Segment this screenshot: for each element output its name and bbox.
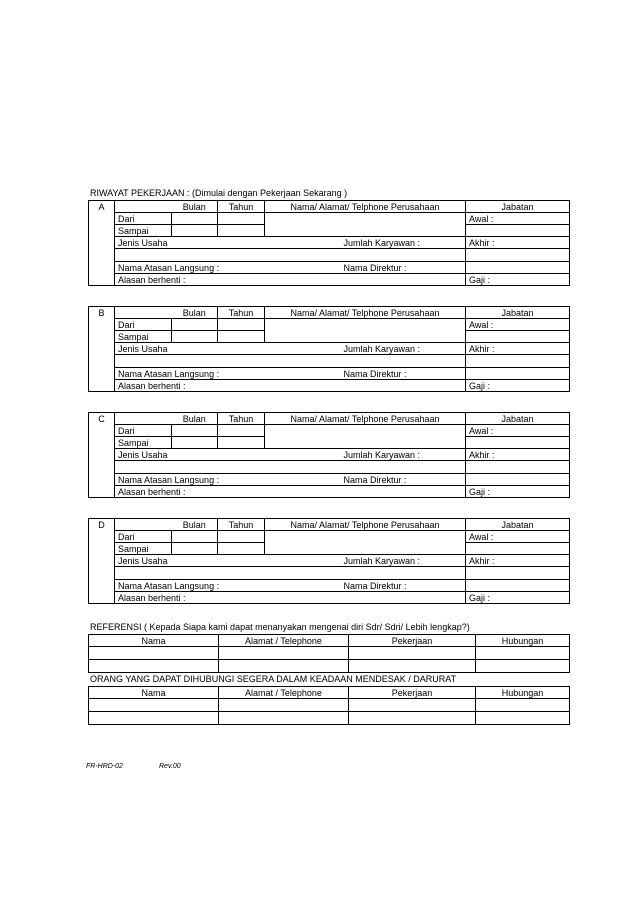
letter-column (89, 237, 115, 249)
label-akhir: Akhir : (466, 343, 570, 355)
row-dari (89, 213, 570, 225)
references-cell[interactable] (219, 647, 349, 660)
header-jabatan: Jabatan (466, 519, 570, 531)
emergency-header-row (89, 687, 570, 699)
emergency-cell[interactable] (219, 699, 349, 712)
awal-value-cell[interactable] (466, 331, 570, 343)
sampai-bulan-cell[interactable] (172, 331, 218, 343)
row-atasan (89, 262, 570, 274)
label-gaji: Gaji : (466, 380, 570, 392)
block-letter: C (89, 413, 115, 425)
header-jabatan: Jabatan (466, 307, 570, 319)
akhir-value-cell[interactable] (466, 461, 570, 474)
company-cell[interactable] (265, 319, 466, 331)
block-header-row (89, 201, 570, 213)
label-direktur: Nama Direktur : (341, 474, 466, 486)
label-awal: Awal : (466, 319, 570, 331)
label-awal: Awal : (466, 425, 570, 437)
atasan-value-cell[interactable] (466, 368, 570, 380)
emergency-title: ORANG YANG DAPAT DIHUBUNGI SEGERA DALAM KEADAAN MENDESAK / DARURAT (90, 674, 457, 684)
block-letter: D (89, 519, 115, 531)
header-tahun: Tahun (218, 307, 265, 319)
emergency-header-pekerjaan: Pekerjaan (349, 687, 476, 699)
work-history-block (88, 306, 570, 392)
block-header-row (89, 519, 570, 531)
block-header-row (89, 307, 570, 319)
label-jumlah-karyawan: Jumlah Karyawan : (341, 237, 466, 249)
emergency-header-alamat: Alamat / Telephone (219, 687, 349, 699)
label-akhir: Akhir : (466, 449, 570, 461)
row-atasan (89, 368, 570, 380)
block-header-blank (115, 307, 172, 319)
header-bulan: Bulan (172, 201, 218, 213)
references-header-row (89, 635, 570, 647)
label-direktur: Nama Direktur : (341, 368, 466, 380)
row-sampai (89, 437, 570, 449)
letter-column (89, 486, 115, 498)
header-tahun: Tahun (218, 413, 265, 425)
akhir-value-cell[interactable] (466, 567, 570, 580)
company-cell[interactable] (265, 213, 466, 225)
letter-column (89, 425, 115, 437)
emergency-cell[interactable] (89, 699, 219, 712)
emergency-table (88, 686, 570, 725)
akhir-value-cell[interactable] (466, 355, 570, 368)
company-cell-2[interactable] (265, 225, 466, 237)
row-jenis-usaha (89, 555, 570, 567)
label-alasan: Alasan berhenti : (115, 592, 466, 604)
header-jabatan: Jabatan (466, 201, 570, 213)
akhir-value-cell[interactable] (466, 249, 570, 262)
label-alasan: Alasan berhenti : (115, 380, 466, 392)
label-jumlah-karyawan: Jumlah Karyawan : (341, 449, 466, 461)
letter-column (89, 531, 115, 543)
emergency-cell[interactable] (349, 712, 476, 725)
label-direktur: Nama Direktur : (341, 580, 466, 592)
label-direktur: Nama Direktur : (341, 262, 466, 274)
header-bulan: Bulan (172, 519, 218, 531)
dari-bulan-cell[interactable] (172, 425, 218, 437)
label-jumlah-karyawan: Jumlah Karyawan : (341, 555, 466, 567)
letter-column (89, 437, 115, 449)
label-sampai: Sampai (115, 543, 172, 555)
references-header-alamat: Alamat / Telephone (219, 635, 349, 647)
emergency-cell[interactable] (476, 699, 570, 712)
row-sampai (89, 331, 570, 343)
header-bulan: Bulan (172, 413, 218, 425)
label-gaji: Gaji : (466, 274, 570, 286)
label-sampai: Sampai (115, 331, 172, 343)
letter-column (89, 249, 115, 262)
row-blank (89, 355, 570, 368)
atasan-value-cell[interactable] (466, 474, 570, 486)
awal-value-cell[interactable] (466, 543, 570, 555)
row-sampai (89, 225, 570, 237)
block-letter: B (89, 307, 115, 319)
references-cell[interactable] (89, 647, 219, 660)
dari-tahun-cell[interactable] (218, 531, 265, 543)
label-gaji: Gaji : (466, 486, 570, 498)
jenis-usaha-value-cell[interactable] (115, 567, 466, 580)
label-jenis-usaha: Jenis Usaha (115, 237, 341, 249)
block-header-blank (115, 519, 172, 531)
sampai-tahun-cell[interactable] (218, 437, 265, 449)
emergency-cell[interactable] (349, 699, 476, 712)
label-gaji: Gaji : (466, 592, 570, 604)
label-dari: Dari (115, 213, 172, 225)
label-dari: Dari (115, 319, 172, 331)
references-cell[interactable] (476, 647, 570, 660)
references-header-pekerjaan: Pekerjaan (349, 635, 476, 647)
row-alasan (89, 274, 570, 286)
row-alasan (89, 380, 570, 392)
dari-tahun-cell[interactable] (218, 319, 265, 331)
row-atasan (89, 580, 570, 592)
table-row (89, 699, 570, 712)
table-row (89, 712, 570, 725)
references-table (88, 634, 570, 673)
company-cell-2[interactable] (265, 437, 466, 449)
references-title: REFERENSI ( Kepada Siapa kami dapat menanyakan mengenai diri Sdr/ Sdri/ Lebih lengkap?) (90, 622, 470, 632)
row-dari (89, 319, 570, 331)
header-tahun: Tahun (218, 519, 265, 531)
company-cell[interactable] (265, 531, 466, 543)
dari-tahun-cell[interactable] (218, 213, 265, 225)
label-jumlah-karyawan: Jumlah Karyawan : (341, 343, 466, 355)
block-header-blank (115, 201, 172, 213)
block-header-blank (115, 413, 172, 425)
letter-column (89, 319, 115, 331)
block-letter: A (89, 201, 115, 213)
dari-bulan-cell[interactable] (172, 213, 218, 225)
row-sampai (89, 543, 570, 555)
references-header-nama: Nama (89, 635, 219, 647)
table-row (89, 647, 570, 660)
sampai-bulan-cell[interactable] (172, 437, 218, 449)
label-atasan: Nama Atasan Langsung : (115, 474, 341, 486)
letter-column (89, 343, 115, 355)
company-cell-2[interactable] (265, 331, 466, 343)
references-cell[interactable] (349, 647, 476, 660)
references-header-hubungan: Hubungan (476, 635, 570, 647)
label-sampai: Sampai (115, 437, 172, 449)
company-cell[interactable] (265, 425, 466, 437)
label-dari: Dari (115, 425, 172, 437)
sampai-tahun-cell[interactable] (218, 543, 265, 555)
letter-column (89, 213, 115, 225)
jenis-usaha-value-cell[interactable] (115, 355, 466, 368)
work-history-block (88, 412, 570, 498)
label-atasan: Nama Atasan Langsung : (115, 262, 341, 274)
label-jenis-usaha: Jenis Usaha (115, 555, 341, 567)
row-atasan (89, 474, 570, 486)
sampai-bulan-cell[interactable] (172, 543, 218, 555)
table-row (89, 660, 570, 673)
atasan-value-cell[interactable] (466, 580, 570, 592)
dari-bulan-cell[interactable] (172, 319, 218, 331)
label-alasan: Alasan berhenti : (115, 486, 466, 498)
row-alasan (89, 592, 570, 604)
letter-column (89, 368, 115, 380)
label-atasan: Nama Atasan Langsung : (115, 580, 341, 592)
header-company: Nama/ Alamat/ Telphone Perusahaan (265, 307, 466, 319)
letter-column (89, 543, 115, 555)
letter-column (89, 474, 115, 486)
letter-column (89, 555, 115, 567)
letter-column (89, 592, 115, 604)
jenis-usaha-value-cell[interactable] (115, 249, 466, 262)
jenis-usaha-value-cell[interactable] (115, 461, 466, 474)
letter-column (89, 461, 115, 474)
references-cell[interactable] (476, 660, 570, 673)
letter-column (89, 449, 115, 461)
sampai-tahun-cell[interactable] (218, 331, 265, 343)
header-jabatan: Jabatan (466, 413, 570, 425)
sampai-tahun-cell[interactable] (218, 225, 265, 237)
awal-value-cell[interactable] (466, 225, 570, 237)
label-jenis-usaha: Jenis Usaha (115, 343, 341, 355)
atasan-value-cell[interactable] (466, 262, 570, 274)
block-header-row (89, 413, 570, 425)
references-cell[interactable] (349, 660, 476, 673)
row-jenis-usaha (89, 237, 570, 249)
work-history-block (88, 518, 570, 604)
label-jenis-usaha: Jenis Usaha (115, 449, 341, 461)
label-sampai: Sampai (115, 225, 172, 237)
label-atasan: Nama Atasan Langsung : (115, 368, 341, 380)
label-awal: Awal : (466, 531, 570, 543)
letter-column (89, 355, 115, 368)
header-company: Nama/ Alamat/ Telphone Perusahaan (265, 519, 466, 531)
form-code: FR-HRD-02 (86, 763, 123, 770)
emergency-header-nama: Nama (89, 687, 219, 699)
row-alasan (89, 486, 570, 498)
emergency-cell[interactable] (476, 712, 570, 725)
dari-tahun-cell[interactable] (218, 425, 265, 437)
sampai-bulan-cell[interactable] (172, 225, 218, 237)
letter-column (89, 225, 115, 237)
letter-column (89, 274, 115, 286)
label-akhir: Akhir : (466, 555, 570, 567)
label-alasan: Alasan berhenti : (115, 274, 466, 286)
letter-column (89, 580, 115, 592)
row-dari (89, 531, 570, 543)
row-blank (89, 249, 570, 262)
header-company: Nama/ Alamat/ Telphone Perusahaan (265, 413, 466, 425)
letter-column (89, 380, 115, 392)
row-jenis-usaha (89, 343, 570, 355)
references-cell[interactable] (219, 660, 349, 673)
row-blank (89, 461, 570, 474)
label-dari: Dari (115, 531, 172, 543)
row-dari (89, 425, 570, 437)
awal-value-cell[interactable] (466, 437, 570, 449)
header-company: Nama/ Alamat/ Telphone Perusahaan (265, 201, 466, 213)
letter-column (89, 331, 115, 343)
references-cell[interactable] (89, 660, 219, 673)
dari-bulan-cell[interactable] (172, 531, 218, 543)
revision: Rev.00 (159, 763, 181, 770)
header-tahun: Tahun (218, 201, 265, 213)
emergency-cell[interactable] (89, 712, 219, 725)
emergency-cell[interactable] (219, 712, 349, 725)
work-history-block (88, 200, 570, 286)
letter-column (89, 567, 115, 580)
label-awal: Awal : (466, 213, 570, 225)
label-akhir: Akhir : (466, 237, 570, 249)
emergency-header-hubungan: Hubungan (476, 687, 570, 699)
row-jenis-usaha (89, 449, 570, 461)
row-blank (89, 567, 570, 580)
work-history-title: RIWAYAT PEKERJAAN : (Dimulai dengan Pekerjaan Sekarang ) (90, 188, 348, 198)
company-cell-2[interactable] (265, 543, 466, 555)
letter-column (89, 262, 115, 274)
header-bulan: Bulan (172, 307, 218, 319)
